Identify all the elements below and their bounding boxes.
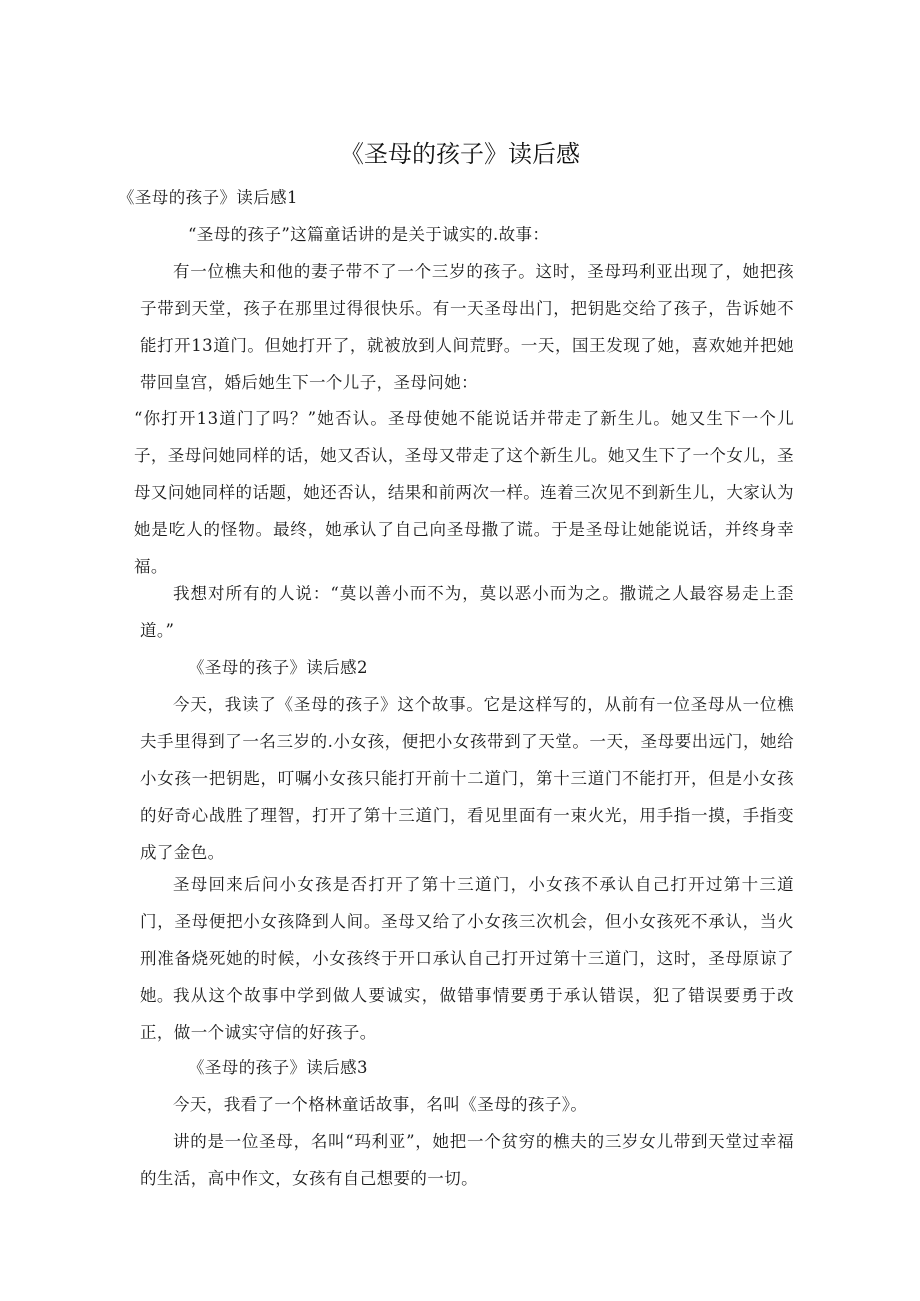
paragraph: 有一位樵夫和他的妻子带不了一个三岁的孩子。这时，圣母玛利亚出现了，她把孩子带到天堂，孩子在那里过得很快乐。有一天圣母出门，把钥匙交给了孩子，告诉她不能打开13道门。但她打开了，就被放到人间荒野。一天，国王发现了她，喜欢她并把她带回皇宫，婚后她生下一个儿子，圣母问她： — [140, 262, 794, 392]
section-heading: 《圣母的孩子》读后感1 — [118, 188, 298, 207]
paragraph: 讲的是一位圣母，名叫“玛利亚”，她把一个贫穷的樵夫的三岁女儿带到天堂过幸福的生活，高中作文，女孩有自己想要的一切。 — [140, 1132, 794, 1188]
paragraph: 圣母回来后问小女孩是否打开了第十三道门，小女孩不承认自己打开过第十三道门，圣母便把小女孩降到人间。圣母又给了小女孩三次机会，但小女孩死不承认，当火刑准备烧死她的时候，小女孩终于开口承认自己打开过第十三道门，这时，圣母原谅了她。 — [140, 875, 794, 1005]
section-heading: 《圣母的孩子》读后感3 — [188, 1058, 368, 1077]
section-heading: 《圣母的孩子》读后感2 — [188, 658, 368, 677]
paragraph: 今天，我看了一个格林童话故事，名叫《圣母的孩子》。 — [173, 1095, 588, 1114]
paragraph: 我想对所有的人说：“莫以善小而不为，莫以恶小而为之。撒谎之人最容易走上歪道。” — [140, 584, 794, 640]
paragraph: “圣母的孩子”这篇童话讲的是关于诚实的.故事： — [188, 225, 550, 244]
paragraph: 今天，我读了《圣母的孩子》这个故事。它是这样写的，从前有一位圣母从一位樵夫手里得到了一名三岁的.小女孩，便把小女孩带到了天堂。一天，圣母要出远门，她给小女孩一把钥匙，叮嘱小女孩只能打开前十二道门，第十三道门不能打开，但是小女孩的好奇心战胜了理智，打开了第十三道门，看见里面有一束火光，用手指一摸，手指变成了金色。 — [140, 695, 794, 862]
document-title: 《圣母的孩子》读后感 — [340, 140, 580, 168]
paragraph: “你打开13道门了吗？”她否认。圣母使她不能说话并带走了新生儿。她又生下一个儿子，圣母问她同样的话，她又否认，圣母又带走了这个新生儿。她又生下了一个女儿，圣母又问她同样的话题，她还否认，结果和前两次一样。连着三次见不到新生儿，大家认为她是吃人的怪物。最终，她承认了自己向圣母撒了谎。于是圣母让她能说话，并终身幸福。 — [134, 409, 794, 576]
paragraph: 我从这个故事中学到做人要诚实，做错事情要勇于承认错误，犯了错误要勇于改正，做一个诚实守信的好孩子。 — [140, 986, 794, 1042]
